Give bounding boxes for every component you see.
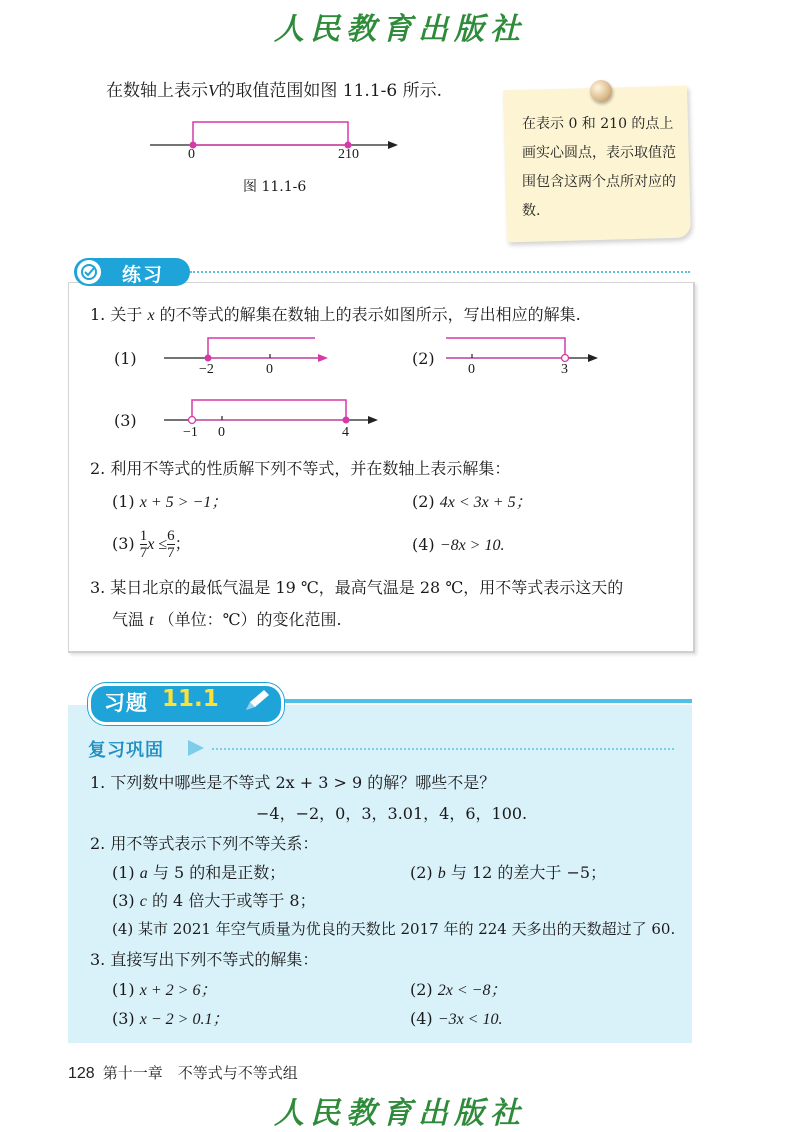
practice-q3-line1: 3. 某日北京的最低气温是 19 ℃，最高气温是 28 ℃，用不等式表示这天的 [90, 578, 624, 597]
exercise-q2-item1: (1) a 与 5 的和是正数； [112, 863, 286, 882]
practice-q1-part1-numberline [160, 332, 340, 372]
practice-q2-item2: (2) 4x < 3x + 5； [412, 492, 532, 511]
tick-label: −1 [183, 425, 198, 440]
exercise-q3-item4: (4) −3x < 10. [410, 1009, 503, 1028]
exercise-q3-item1: (1) x + 2 > 6； [112, 980, 217, 999]
exercise-q2-item4: (4) 某市 2021 年空气质量为优良的天数比 2017 年的 224 天多出的天数超过了 60. [112, 920, 676, 938]
practice-q3-line2: 气温 t （单位：℃）的变化范围. [112, 610, 342, 629]
page-footer [68, 1062, 298, 1083]
practice-q2-item3: (3) $\frac{1}{7}$ x ≤ $\frac{6}{7}$ ； [112, 528, 191, 561]
pushpin-icon [590, 80, 612, 102]
intro-sentence: 在数轴上表示V的取值范围如图 11.1-6 所示. [106, 81, 443, 101]
exercise-top-rule [240, 699, 692, 703]
practice-q1-part2-label: (2) [412, 349, 435, 368]
chapter-title: 第十一章 不等式与不等式组 [102, 1065, 298, 1082]
triangle-arrow-icon [186, 738, 206, 758]
practice-q1-part3-label: (3) [114, 411, 137, 430]
pencil-icon [242, 688, 272, 714]
practice-title: 练习 [122, 264, 165, 286]
tick-label-210: 210 [338, 147, 359, 162]
exercise-q3-stem: 3. 直接写出下列不等式的解集： [90, 950, 319, 969]
practice-icon [77, 260, 101, 284]
tick-label: 0 [266, 362, 273, 377]
practice-q2-item4: (4) −8x > 10. [412, 535, 505, 554]
exercise-title: 习题 [104, 691, 148, 715]
exercise-q1-values: −4，−2，0，3，3.01，4，6，100. [256, 804, 528, 823]
tick-label: 3 [561, 362, 568, 377]
exercise-number: 11.1 [162, 686, 219, 712]
exercise-q1-stem: 1. 下列数中哪些是不等式 2x + 3 > 9 的解？哪些不是？ [90, 773, 496, 792]
page-number: 128 [68, 1065, 95, 1082]
practice-dotted-rule [190, 271, 690, 273]
publisher-brand-footer: 人民教育出版社 [274, 1096, 526, 1131]
tick-label: 0 [468, 362, 475, 377]
exercise-q2-item2: (2) b 与 12 的差大于 −5； [410, 863, 607, 882]
number-line-figure [140, 115, 410, 170]
exercise-q3-item3: (3) x − 2 > 0.1； [112, 1009, 229, 1028]
practice-q2-stem: 2. 利用不等式的性质解下列不等式，并在数轴上表示解集： [90, 459, 511, 478]
section-subtitle: 复习巩固 [88, 740, 164, 761]
exercise-q3-item2: (2) 2x < −8； [410, 980, 507, 999]
exercise-q2-item3: (3) c 的 4 倍大于或等于 8； [112, 891, 316, 910]
tick-label: −2 [199, 362, 214, 377]
tick-label: 0 [218, 425, 225, 440]
sticky-note-text: 在表示 0 和 210 的点上画实心圆点，表示取值范围包含这两个点所对应的数. [522, 116, 676, 219]
exercise-q2-stem: 2. 用不等式表示下列不等关系： [90, 834, 319, 853]
practice-q1-part1-label: (1) [114, 349, 137, 368]
practice-q1-part2-numberline [440, 332, 610, 372]
tick-label-0: 0 [188, 147, 195, 162]
practice-q1-stem: 1. 关于 x 的不等式的解集在数轴上的表示如图所示，写出相应的解集. [90, 305, 581, 324]
practice-q2-item1: (1) x + 5 > −1； [112, 492, 228, 511]
figure-caption: 图 11.1-6 [243, 179, 307, 195]
publisher-brand-header: 人民教育出版社 [274, 12, 526, 47]
tick-label: 4 [342, 425, 349, 440]
subtitle-dotted-rule [212, 748, 674, 750]
